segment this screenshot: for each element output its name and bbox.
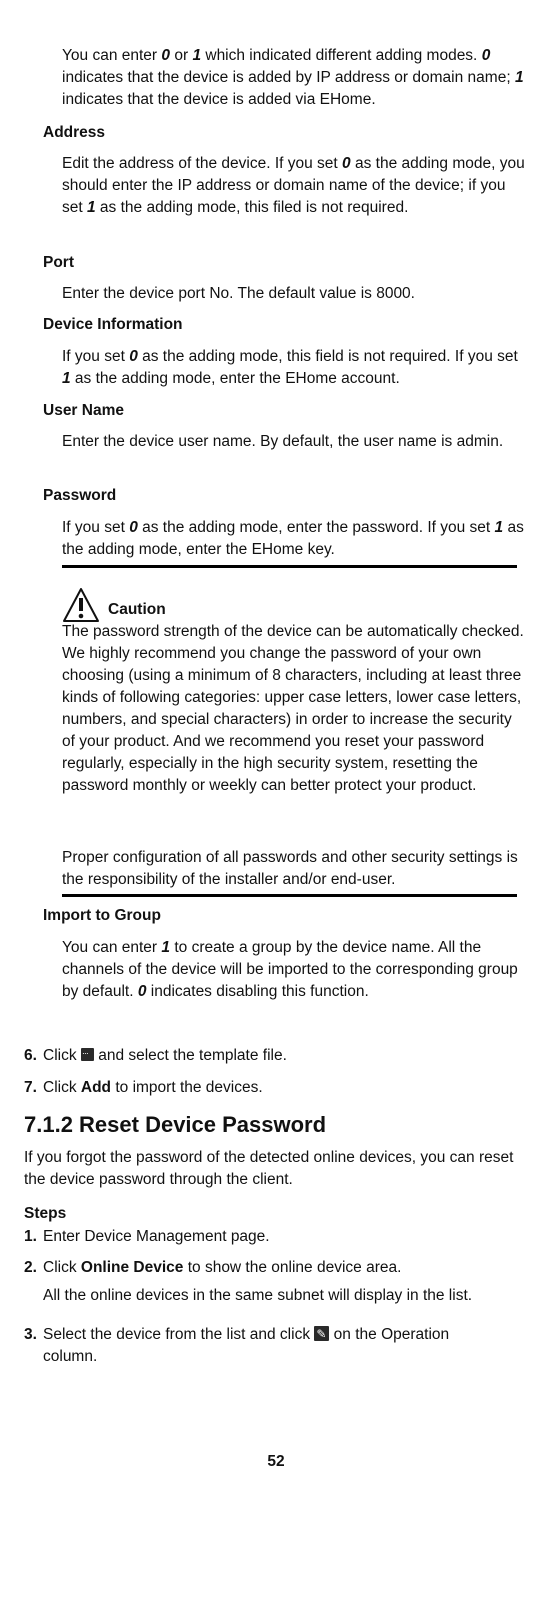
term-user-name: User Name (43, 402, 124, 419)
step-number: 1. (24, 1228, 37, 1245)
step-select-device (43, 1324, 503, 1368)
device-information-description (62, 346, 526, 390)
steps-label: Steps (24, 1205, 67, 1222)
text: You can enter (62, 939, 162, 956)
address-description (62, 153, 526, 219)
term-import-to-group: Import to Group (43, 907, 161, 924)
text: Click (43, 1047, 81, 1064)
term-device-information: Device Information (43, 316, 183, 333)
text: to import the devices. (111, 1079, 263, 1096)
step-number: 2. (24, 1259, 37, 1276)
text: You can enter (62, 47, 162, 64)
value: 0 (481, 47, 491, 64)
online-device-reference: Online Device (80, 1259, 184, 1276)
page-number: 52 (267, 1453, 285, 1470)
caution-text-1: The password strength of the device can be automatically checked. We highly recommend you change the password of your own choosing (using a minimum of 8 characters, including at least three kinds of following categories: upper case letters, lower case letters, numbers, and special characters) in order to increase the security of your product. And we recommend you reset your password regularly, especially in the high security system, resetting the password monthly or weekly can better protect your product. (62, 623, 524, 794)
value: 1 (62, 370, 71, 387)
step-enter-device-management: Enter Device Management page. (43, 1228, 270, 1245)
value: 0 (129, 519, 138, 536)
text: as the adding mode, enter the password. If you set (137, 519, 495, 536)
text: or (170, 47, 193, 64)
edit-icon[interactable] (314, 1326, 329, 1341)
step-number: 3. (24, 1326, 37, 1343)
step-number: 7. (24, 1079, 37, 1096)
import-to-group-description (62, 937, 526, 1003)
text: to show the online device area. (183, 1259, 402, 1276)
text: Click (43, 1079, 81, 1096)
text: Click (43, 1259, 81, 1276)
text: as the adding mode, you should enter the IP address or domain name of the device; if you set (62, 155, 525, 216)
caution-top-rule (62, 565, 517, 568)
text: indicates that the device is added via EHome. (62, 91, 376, 108)
value: 0 (129, 348, 138, 365)
term-password: Password (43, 487, 117, 504)
more-icon[interactable] (81, 1048, 94, 1061)
value: 1 (161, 939, 171, 956)
text: If you set (62, 519, 130, 536)
step-note: All the online devices in the same subnet will display in the list. (43, 1287, 473, 1304)
step-number: 6. (24, 1047, 37, 1064)
value: 1 (494, 519, 504, 536)
text: which indicated different adding modes. (201, 47, 478, 64)
adding-mode-description (62, 45, 526, 111)
text: and select the template file. (93, 1047, 287, 1064)
text: as the adding mode, enter the EHome account. (70, 370, 400, 387)
user-name-description: Enter the device user name. By default, the user name is admin. (62, 433, 504, 450)
caution-bottom-rule (62, 894, 517, 897)
text: Select the device from the list and click (43, 1326, 315, 1343)
section-intro: If you forgot the password of the detected online devices, you can reset the device password through the client. (24, 1149, 514, 1188)
term-address: Address (43, 124, 106, 141)
port-description: Enter the device port No. The default value is 8000. (62, 285, 415, 302)
value: 0 (161, 47, 171, 64)
text: as the adding mode, this filed is not required. (95, 199, 409, 216)
text: on the Operation column. (43, 1326, 450, 1365)
value: 0 (137, 983, 147, 1000)
caution-text-2: Proper configuration of all passwords and other security settings is the responsibility of the installer and/or end-user. (62, 849, 518, 888)
term-port: Port (43, 254, 74, 271)
value: 1 (86, 199, 96, 216)
step-click-add (43, 1077, 523, 1099)
text: Edit the address of the device. If you set (62, 155, 343, 172)
text: to create a group by the device name. All the channels of the device will be imported to the corresponding group by default. (62, 939, 518, 1000)
password-description (62, 517, 526, 561)
text: as the adding mode, enter the EHome key. (62, 519, 524, 558)
value: 1 (514, 69, 524, 86)
text: indicates disabling this function. (146, 983, 369, 1000)
text: If you set (62, 348, 130, 365)
section-heading: 7.1.2 Reset Device Password (24, 1112, 327, 1137)
caution-label: Caution (108, 601, 166, 618)
step-click-online-device (43, 1257, 523, 1279)
text: as the adding mode, this field is not required. If you set (137, 348, 518, 365)
step-select-template (43, 1045, 523, 1067)
value: 0 (342, 155, 351, 172)
text: indicates that the device is added by IP address or domain name; (62, 69, 515, 86)
value: 1 (192, 47, 202, 64)
add-button-reference: Add (80, 1079, 112, 1096)
